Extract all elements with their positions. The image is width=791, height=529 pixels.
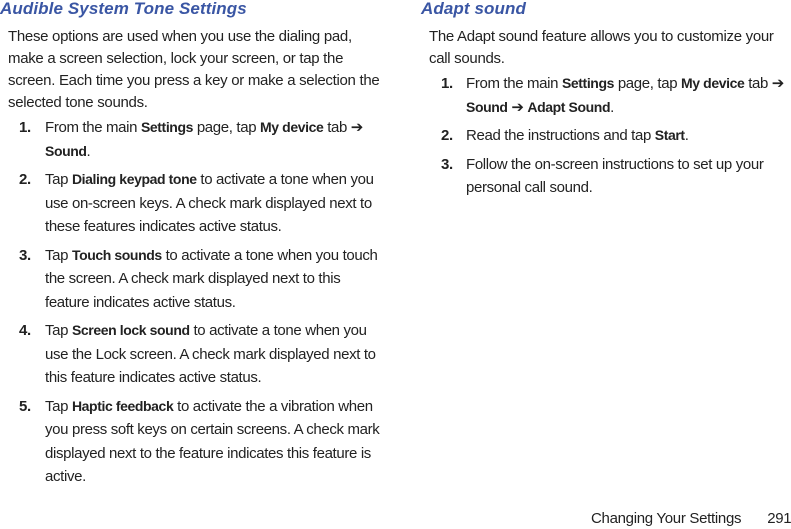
step-number: 2. [441,127,453,144]
step-text: Tap Haptic feedback to activate the a vibration when you press soft keys on certain screens. A check mark displayed next to the feature indicates this feature is active. [45,397,380,485]
step-item [0,244,385,315]
step-number: 1. [19,119,31,136]
step-item [0,319,385,390]
arrow-icon: tab ➔ [744,75,785,92]
step-item [0,395,385,489]
page-footer [591,510,791,527]
page-number: 291 [767,510,791,527]
ui-term: My device [260,119,324,135]
step-text: Tap Screen lock sound to activate a tone when you use the Lock screen. A check mark displayed next to this feature indicates active status. [45,322,376,386]
step-number: 2. [19,171,31,188]
step-number: 5. [19,397,31,415]
ui-term: Sound [45,142,87,159]
ui-term: Dialing keypad tone [71,171,197,187]
step-number: 1. [441,75,453,92]
step-item [0,116,385,163]
step-item [421,153,787,200]
steps-list [0,116,385,489]
ui-term: Settings [561,75,614,91]
section-heading: Adapt sound [421,0,526,18]
step-text: Tap Dialing keypad tone to activate a tone when you use on-screen keys. A check mark displayed next to these features indicates active status. [45,171,374,235]
ui-term: Settings [140,119,193,135]
ui-term: My device [681,75,745,91]
footer-section-title: Changing Your Settings [591,510,742,527]
step-text: From the main Settings page, tap My device tab ➔ Sound. [45,119,364,160]
arrow-icon: tab ➔ [323,119,364,136]
step-text: Tap Touch sounds to activate a tone when you touch the screen. A check mark displayed next to this feature indicates active status. [45,246,378,311]
step-number: 3. [441,155,453,173]
right-column [421,0,787,205]
left-column [0,0,385,494]
step-number: 3. [19,246,31,264]
ui-term: Haptic feedback [71,397,174,414]
section-heading: Audible System Tone Settings [0,0,247,18]
step-number: 4. [19,322,31,339]
ui-term: Start [654,127,685,143]
step-text: Read the instructions and tap Start. [466,127,689,144]
steps-list [421,72,787,200]
step-item [0,168,385,239]
step-item [421,72,787,119]
intro-paragraph: The Adapt sound feature allows you to customize your call sounds. [429,28,774,67]
step-text: From the main Settings page, tap My device tab ➔ Sound ➔ Adapt Sound. [466,75,785,116]
ui-term: Touch sounds [71,246,162,263]
ui-term: Sound [466,98,508,115]
ui-term: Screen lock sound [71,322,190,338]
arrow-icon: ➔ [507,98,528,116]
step-item [421,124,787,148]
intro-paragraph: These options are used when you use the dialing pad, make a screen selection, lock your screen, or tap the screen. Each time you press a key or make a selection the selected tone sounds. [8,28,380,111]
ui-term: Adapt Sound [527,98,611,115]
step-text: Follow the on-screen instructions to set up your personal call sound. [466,155,764,196]
